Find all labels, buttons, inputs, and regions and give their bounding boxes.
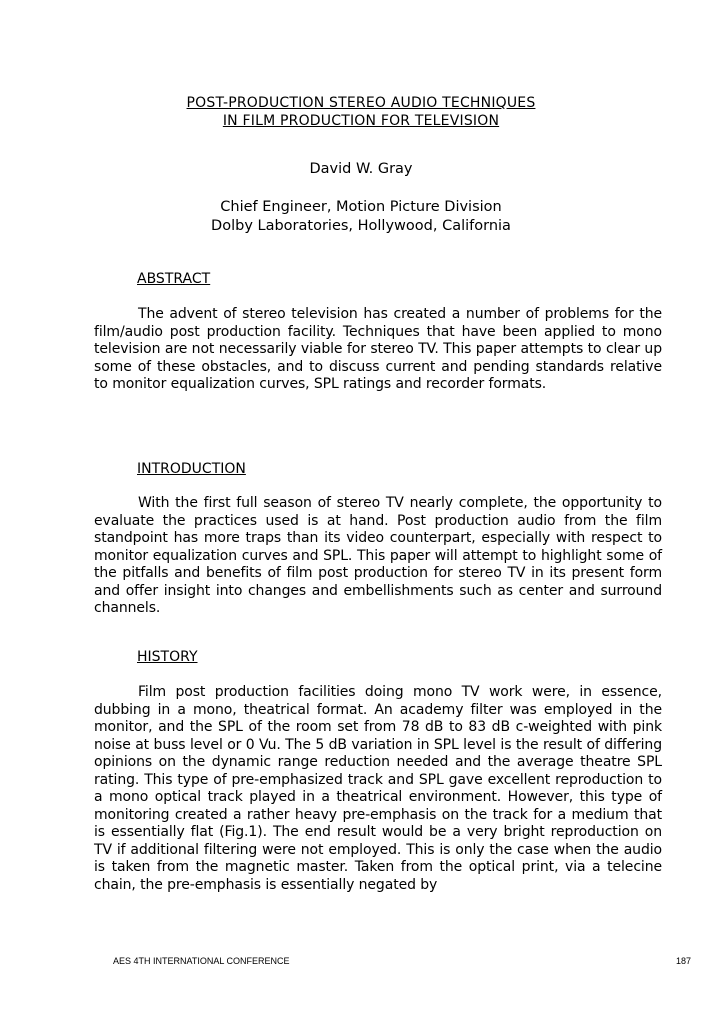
title-line-2: IN FILM PRODUCTION FOR TELEVISION [222, 113, 500, 129]
introduction-heading: INTRODUCTION [137, 461, 246, 477]
abstract-heading: ABSTRACT [137, 271, 211, 287]
paper-title [0, 94, 722, 130]
affiliation-line-2: Dolby Laboratories, Hollywood, California [211, 218, 511, 234]
footer-page-number: 187 [676, 956, 692, 966]
history-heading: HISTORY [137, 649, 198, 665]
introduction-paragraph: With the first full season of stereo TV nearly complete, the opportunity to evaluate the practices used is at hand. Post production audio from the film standpoint has more traps than its video counterpart, especially with respect to monitor equalization curves and SPL. This paper will attempt to highlight some of the pitfalls and benefits of film post production for stereo TV in its present form and offer insight into changes and embellishments such as center and surround channels. [94, 495, 662, 616]
affiliation-line-1: Chief Engineer, Motion Picture Division [220, 199, 502, 215]
history-paragraph: Film post production facilities doing mono TV work were, in essence, dubbing in a mono, theatrical format. An academy filter was employed in the monitor, and the SPL of the room set from 78 dB to 83 dB c-weighted with pink noise at buss level or 0 Vu. The 5 dB variation in SPL level is the result of differing opinions on the dynamic range reduction needed and the average theatre SPL rating. This type of pre-emphasized track and SPL gave excellent reproduction to a mono optical track played in a theatrical environment. However, this type of monitoring created a rather heavy pre-emphasis on the track for a medium that is essentially flat (Fig.1). The end result would be a very bright reproduction on TV if additional filtering were not employed. This is only the case when the audio is taken from the magnetic master. Taken from the optical print, via a telecine chain, the pre-emphasis is essentially negated by [94, 684, 662, 893]
footer-conference: AES 4TH INTERNATIONAL CONFERENCE [113, 956, 290, 966]
author-name: David W. Gray [309, 161, 413, 177]
author-affiliation [0, 198, 722, 236]
abstract-paragraph: The advent of stereo television has created a number of problems for the film/audio post production facility. Techniques that have been applied to mono television are not necessarily viable for stereo TV. This paper attempts to clear up some of these obstacles, and to discuss current and pending standards relative to monitor equalization curves, SPL ratings and recorder formats. [94, 306, 662, 392]
title-line-1: POST-PRODUCTION STEREO AUDIO TECHNIQUES [186, 95, 536, 111]
